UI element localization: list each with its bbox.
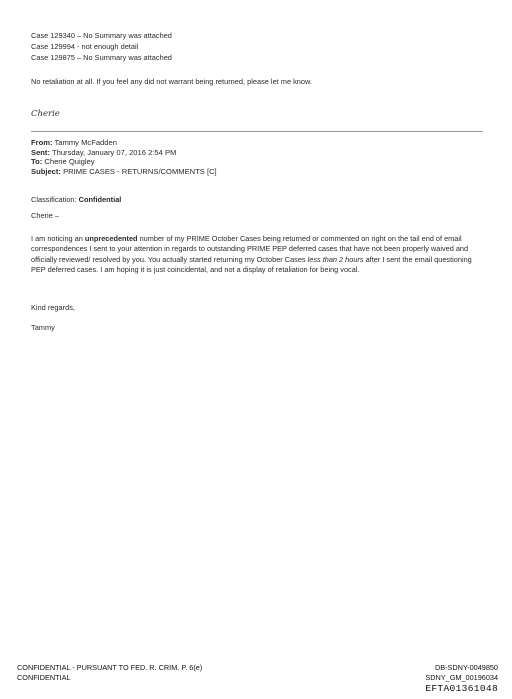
retaliation-line: No retaliation at all. If you feel any did not warrant being returned, please let me know. (31, 77, 313, 86)
sent-label: Sent: (31, 147, 50, 157)
body-text-part-2: number of my PRIME October Cases being returned or commented on right on the tail end of email correspondences I sent to your attention in regards to outstanding PRIME PEP deferred cases that have not been properly waived and officially reviewed/ resolved by you. You actually started returning my October Cases (31, 234, 469, 264)
from-value: Tammy McFadden (54, 138, 117, 147)
footer-bates-db: DB-SDNY-0049850 (434, 663, 498, 672)
footer-confidential-grand-jury: CONFIDENTIAL - PURSUANT TO FED. R. CRIM. P. 6(e) (17, 663, 203, 672)
footer-efta-number: EFTA01361048 (425, 683, 498, 694)
footer-bates-sdny: SDNY_GM_00196034 (425, 673, 498, 682)
body-paragraph (31, 234, 483, 275)
footer-confidential: CONFIDENTIAL (17, 673, 71, 682)
to-label: To: (31, 157, 43, 166)
from-label: From: (31, 138, 53, 147)
classification-line (31, 195, 121, 205)
to-value: Cherie Quigley (44, 157, 95, 166)
signature-cherie: Cherie (31, 109, 60, 119)
greeting: Cherie – (31, 211, 59, 220)
body-bold-unprecedented: unprecedented (84, 234, 138, 243)
body-italic-less-than-2-hours: less than 2 hours (307, 254, 364, 264)
sent-value: Thursday, January 07, 2016 2:54 PM (51, 147, 177, 157)
case-line-3: Case 129875 – No Summary was attached (31, 53, 172, 62)
subject-label: Subject: (31, 166, 61, 176)
signature-tammy: Tammy (31, 323, 55, 332)
classification-value: Confidential (78, 195, 122, 204)
separator-rule (31, 131, 483, 132)
subject-value: PRIME CASES - RETURNS/COMMENTS [C] (63, 166, 217, 176)
sent-line (31, 148, 176, 158)
to-line (31, 157, 95, 167)
classification-label: Classification: (31, 195, 77, 204)
body-text-part-3: after I sent the email questioning PEP deferred cases. I am hoping it is just coincidental, and not a display of retaliation for being vocal. (31, 254, 472, 274)
case-line-1: Case 129340 – No Summary was attached (31, 31, 172, 40)
case-line-2: Case 129994 - not enough detail (31, 42, 139, 51)
body-text-part-1: I am noticing an (31, 234, 85, 243)
closing: Kind regards, (31, 303, 75, 312)
subject-line (31, 167, 217, 177)
from-line (31, 138, 117, 148)
